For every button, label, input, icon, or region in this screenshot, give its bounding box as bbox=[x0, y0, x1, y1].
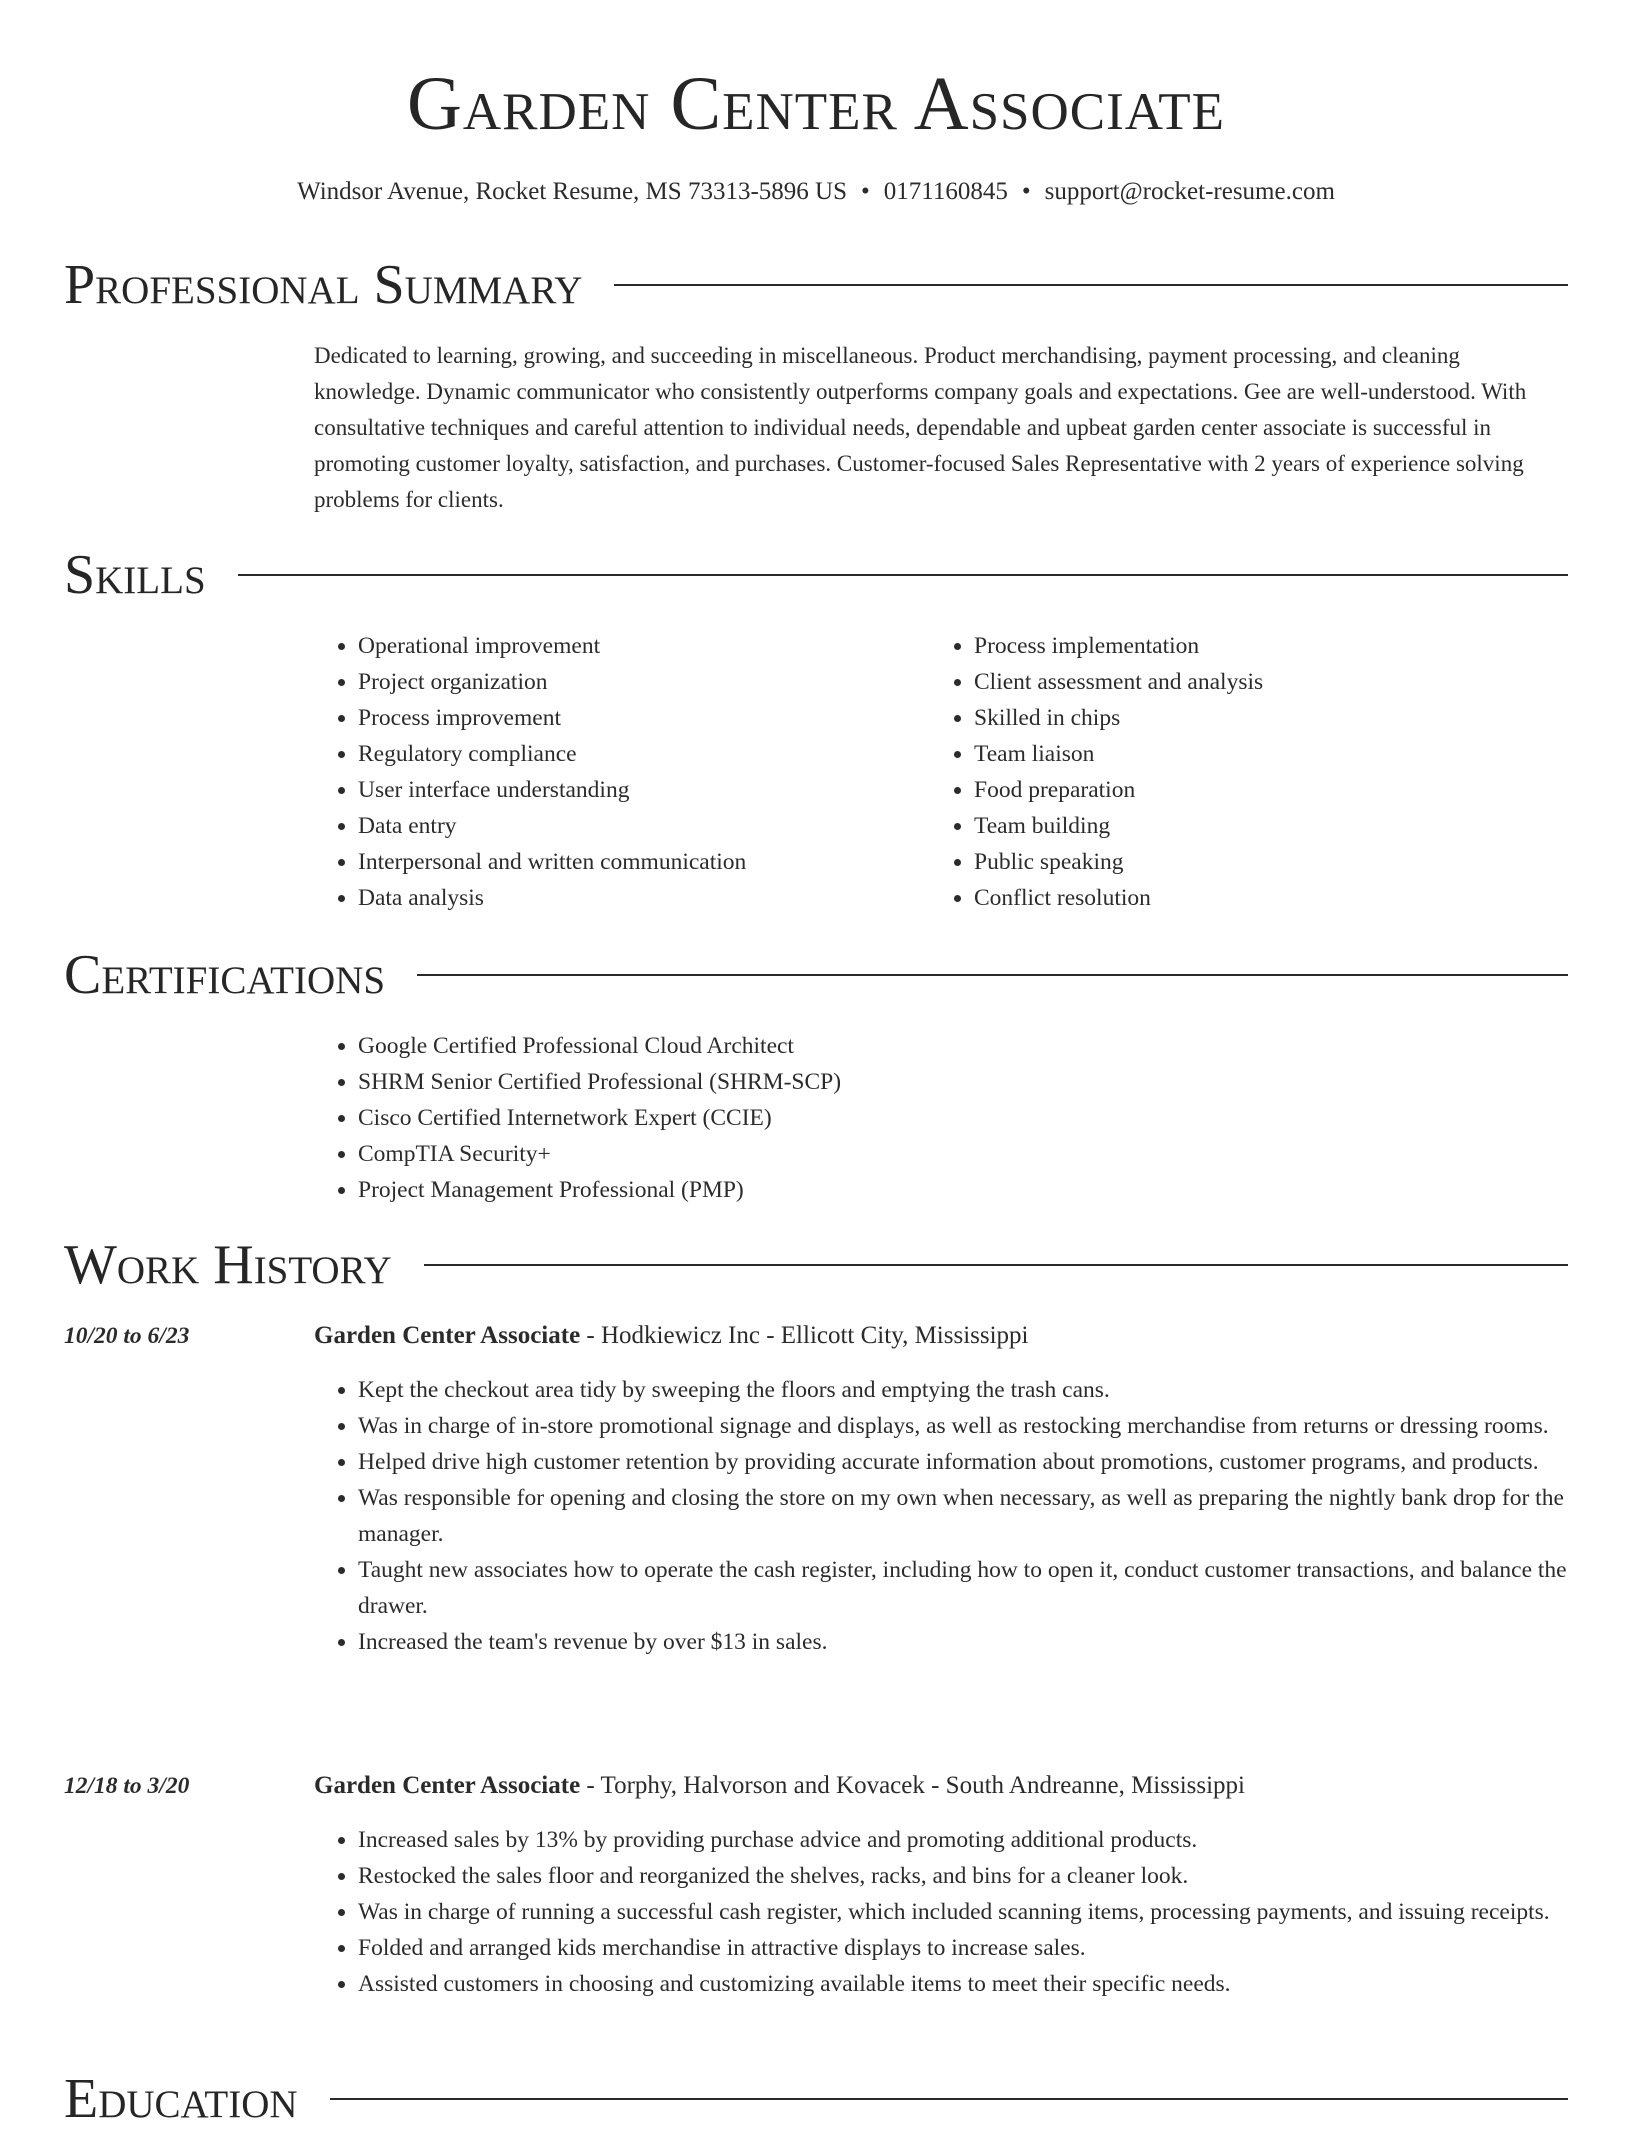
job-dates: 10/20 to 6/23 bbox=[64, 1323, 190, 1349]
skill-item: • Conflict resolution bbox=[974, 880, 1530, 916]
section-divider bbox=[614, 284, 1568, 286]
job-bullet: • Increased the team's revenue by over $13 in sales. bbox=[358, 1624, 1568, 1660]
contact-line bbox=[0, 172, 1632, 212]
job-bullet: • Kept the checkout area tidy by sweeping the floors and emptying the trash cans. bbox=[358, 1372, 1568, 1408]
skill-item: • Data analysis bbox=[358, 880, 914, 916]
job-employer: - Hodkiewicz Inc - Ellicott City, Mississippi bbox=[580, 1322, 1029, 1349]
job-bullet: • Helped drive high customer retention by providing accurate information about promotions, customer programs, and products. bbox=[358, 1444, 1568, 1480]
summary-text: Dedicated to learning, growing, and succeeding in miscellaneous. Product merchandising, payment processing, and cleaning knowledge. Dynamic communicator who consistently outperforms company goals and expectations. Gee are well-understood. With consultative techniques and careful attention to individual needs, dependable and upbeat garden center associate is successful in promoting customer loyalty, satisfaction, and purchases. Customer-focused Sales Representative with 2 years of experience solving problems for clients. bbox=[314, 343, 1527, 512]
contact-separator: • bbox=[860, 178, 870, 205]
skills-left-column bbox=[314, 628, 914, 916]
skill-item: • Skilled in chips bbox=[974, 700, 1530, 736]
skill-item: • Process implementation bbox=[974, 628, 1530, 664]
skill-item: • User interface understanding bbox=[358, 772, 914, 808]
job-title-line bbox=[314, 1318, 1568, 1354]
contact-separator: • bbox=[1021, 178, 1031, 205]
skill-item: • Public speaking bbox=[974, 844, 1530, 880]
skill-item: • Client assessment and analysis bbox=[974, 664, 1530, 700]
job-bullets bbox=[314, 1372, 1568, 1660]
certification-item: • Google Certified Professional Cloud Architect bbox=[358, 1028, 1568, 1064]
job-bullet: • Restocked the sales floor and reorganized the shelves, racks, and bins for a cleaner look. bbox=[358, 1858, 1568, 1894]
section-divider bbox=[424, 1264, 1568, 1266]
section-divider bbox=[417, 974, 1568, 976]
job-bullet: • Folded and arranged kids merchandise in attractive displays to increase sales. bbox=[358, 1930, 1568, 1966]
skill-item: • Operational improvement bbox=[358, 628, 914, 664]
skill-item: • Team liaison bbox=[974, 736, 1530, 772]
skills-section-header bbox=[64, 540, 1568, 610]
job-title-line bbox=[314, 1768, 1568, 1804]
certifications-heading: Certifications bbox=[64, 944, 386, 1006]
contact-address: Windsor Avenue, Rocket Resume, MS 73313-5896 US bbox=[297, 178, 847, 205]
skill-item: • Data entry bbox=[358, 808, 914, 844]
education-section-header bbox=[64, 2064, 1568, 2134]
skill-item: • Project organization bbox=[358, 664, 914, 700]
job-role: Garden Center Associate bbox=[314, 1772, 581, 1799]
job-role: Garden Center Associate bbox=[314, 1322, 581, 1349]
contact-phone: 0171160845 bbox=[883, 178, 1008, 205]
work-history-heading: Work History bbox=[64, 1234, 392, 1296]
job-bullet: • Was in charge of running a successful cash register, which included scanning items, processing payments, and issuing receipts. bbox=[358, 1894, 1568, 1930]
summary-heading: Professional Summary bbox=[64, 254, 583, 316]
job-bullet: • Was responsible for opening and closing the store on my own when necessary, as well as preparing the nightly bank drop for the manager. bbox=[358, 1480, 1568, 1552]
job-dates: 12/18 to 3/20 bbox=[64, 1773, 190, 1799]
certification-item: • Cisco Certified Internetwork Expert (CCIE) bbox=[358, 1100, 1568, 1136]
job-bullet: • Increased sales by 13% by providing purchase advice and promoting additional products. bbox=[358, 1822, 1568, 1858]
work-history-section-header bbox=[64, 1230, 1568, 1300]
certification-item: • Project Management Professional (PMP) bbox=[358, 1172, 1568, 1208]
job-bullet: • Assisted customers in choosing and customizing available items to meet their specific needs. bbox=[358, 1966, 1568, 2002]
job-bullet: • Taught new associates how to operate the cash register, including how to open it, conduct customer transactions, and balance the drawer. bbox=[358, 1552, 1568, 1624]
skills-right-column bbox=[930, 628, 1530, 916]
skill-item: • Interpersonal and written communication bbox=[358, 844, 914, 880]
job-employer: - Torphy, Halvorson and Kovacek - South Andreanne, Mississippi bbox=[580, 1772, 1246, 1799]
contact-email: support@rocket-resume.com bbox=[1044, 178, 1335, 205]
summary-section-header bbox=[64, 250, 1568, 320]
certifications-section-header bbox=[64, 940, 1568, 1010]
skills-heading: Skills bbox=[64, 544, 206, 606]
section-divider bbox=[238, 574, 1568, 576]
skill-item: • Regulatory compliance bbox=[358, 736, 914, 772]
education-heading: Education bbox=[64, 2068, 298, 2130]
job-bullet: • Was in charge of in-store promotional signage and displays, as well as restocking merchandise from returns or dressing rooms. bbox=[358, 1408, 1568, 1444]
skill-item: • Process improvement bbox=[358, 700, 914, 736]
skill-item: • Food preparation bbox=[974, 772, 1530, 808]
resume-name: Garden Center Associate bbox=[407, 62, 1225, 146]
certification-item: • CompTIA Security+ bbox=[358, 1136, 1568, 1172]
skill-item: • Team building bbox=[974, 808, 1530, 844]
certifications-list bbox=[314, 1028, 1568, 1208]
certification-item: • SHRM Senior Certified Professional (SHRM-SCP) bbox=[358, 1064, 1568, 1100]
section-divider bbox=[330, 2098, 1568, 2100]
job-bullets bbox=[314, 1822, 1568, 2002]
